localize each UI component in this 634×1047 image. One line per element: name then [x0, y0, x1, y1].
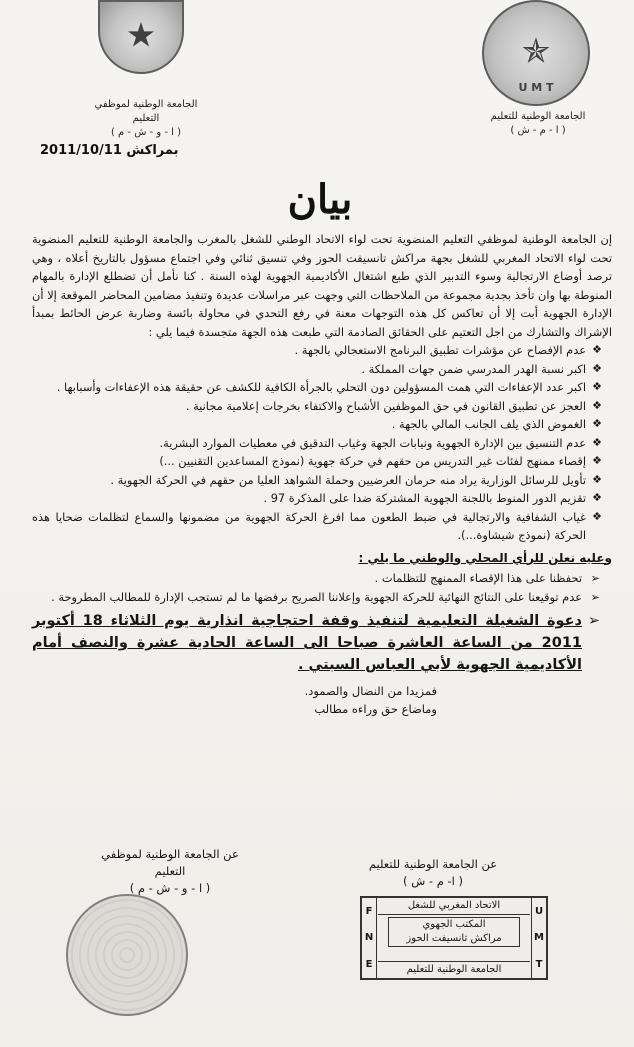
list-item — [32, 588, 600, 607]
arrow-bullet-icon: ➢ — [590, 589, 600, 604]
list-item — [32, 471, 602, 490]
signature-right — [358, 856, 508, 890]
observation-text: الغموض الذي يلف الجانب المالي بالجهة . — [391, 417, 586, 431]
list-item — [32, 452, 602, 471]
list-item — [32, 378, 602, 397]
header-left — [86, 98, 206, 140]
list-item — [32, 341, 602, 360]
header-right-abbr: ( ا - م - ش ) — [510, 125, 566, 136]
observation-text: إقصاء ممنهج لفئات غير التدريس من حقهم في حركة جهوية (نموذج المساعدين التقنيين ...) — [159, 454, 586, 468]
diamond-bullet-icon: ❖ — [592, 417, 602, 430]
stamp-inner-line-2: مراكش تانسيفت الحوز — [406, 933, 502, 944]
signature-right-abbr: ( ا- م - ش ) — [403, 874, 463, 888]
diamond-bullet-icon: ❖ — [592, 435, 602, 449]
diamond-bullet-icon: ❖ — [592, 454, 602, 467]
protest-call-text: دعوة الشغيلة التعليمية لتنفيذ وقفة احتجاجية انذارية يوم الثلاثاء 18 أكتوبر 2011 من الساعة العاشرة صباحا الى الساعة الحادية عشرة والنصف أمام الأكاديمية الجهوية لأبي العباس السبتي . — [32, 613, 582, 673]
observation-text: اكبر عدد الإعفاءات التي همت المسؤولين دون التحلي بالجرأة الكافية للكشف عن حقيقة هذه الإعفاءات وأسبابها . — [56, 380, 586, 394]
closing-line-2: وماضاع حق وراءه مطالب — [314, 702, 437, 716]
list-item — [32, 610, 600, 676]
arrow-bullet-icon: ➢ — [587, 613, 600, 629]
header-left-name: الجامعة الوطنية لموظفي التعليم — [94, 99, 198, 124]
list-item — [32, 489, 602, 508]
stamp-letter: M — [534, 932, 544, 944]
list-item — [32, 508, 602, 545]
stamp-letter: N — [364, 932, 374, 944]
list-item — [32, 360, 602, 379]
umt-logo-text: U M T — [518, 81, 554, 94]
decision-text: تحفظنا على هذا الإقصاء الممنهج للتظلمات . — [374, 571, 582, 585]
arrow-bullet-icon: ➢ — [590, 571, 600, 585]
stamp-letter: T — [535, 959, 543, 971]
observation-text: عدم الإفصاح عن مؤشرات تطبيق البرنامج الاستعجالي بالجهة . — [294, 343, 586, 357]
list-item — [32, 434, 602, 453]
therefore-heading: وعليه نعلن للرأي المحلي والوطني ما يلي : — [358, 550, 612, 565]
stamp-center — [378, 898, 530, 978]
stamp-row-3: الجامعة الوطنية للتعليم — [378, 961, 530, 978]
diamond-bullet-icon: ❖ — [592, 361, 602, 375]
star-emblem-icon: ★ — [125, 15, 157, 56]
document-date: بمراكش 2011/10/11 — [40, 143, 179, 158]
stamp-left-letters — [362, 898, 377, 978]
observation-text: اكبر نسبة الهدر المدرسي ضمن جهات المملكة . — [361, 361, 586, 376]
stamp-row-1: الاتحاد المغربي للشغل — [378, 898, 530, 915]
stamp-inner-line-1: المكتب الجهوي — [422, 919, 486, 930]
closing — [32, 682, 612, 718]
round-seal-stamp — [66, 894, 188, 1016]
observation-text: تأويل للرسائل الوزارية يراد منه حرمان العرضيين وحملة الشواهد العليا من حقهم في الحركة الجهوية . — [110, 472, 586, 487]
signature-left — [90, 846, 250, 897]
signature-left-name: عن الجامعة الوطنية لموظفي التعليم — [101, 847, 239, 878]
list-item — [32, 415, 602, 434]
document-body — [32, 230, 612, 718]
intro-paragraph: إن الجامعة الوطنية لموظفي التعليم المنضوية تحت لواء الاتحاد الوطني للشغل بالمغرب والجامعة الوطنية للتعليم المنضوية تحت لواء الاتحاد المغربي للشغل بجهة مراكش تانسيفت الحوز وفي تنسيق ثنائي وفي اجتماع مسؤول بالتاريخ أعلاه ، وهي ترصد أوضاع الارتجالية وسوء التدبير الذي طبع اشتغال الأكاديمية الجهوية لهذه السنة . كنا نأمل أن تضطلع الإدارة بالمهام المنوطة بها وان تأخذ بجدية مجموعة من الملاحظات التي وجهت عبر مراسلات عديدة وتنفيذ مضامين المحاضر الموقعة إلا أن الإدارة الجهوية أبت إلا أن تعاكس كل هذه التوجهات معنة في رفع التحدي في محاولة بائسة وضاربة عرض الحائط بمبدأ الإشراك والتشارك من اجل التعتيم على الحقائق الصادمة التي طبعت هذه الجهة متجسدة فيما يلي : — [32, 232, 612, 339]
observation-text: عدم التنسيق بين الإدارة الجهوية ونيابات الجهة وغياب التدقيق في معطيات الموارد البشرية. — [159, 435, 586, 450]
list-item — [32, 397, 602, 416]
observation-text: غياب الشفافية والارتجالية في ضبط الطعون مما افرغ الحركة الجهوية من مضمونها والسماع لتظلمات ضحايا هذه الحركة (نموذج شيشاوة...). — [32, 509, 586, 542]
diamond-bullet-icon: ❖ — [592, 491, 602, 504]
stamp-letter: F — [365, 905, 373, 917]
closing-line-1: فمزيدا من النضال والصمود. — [304, 684, 437, 698]
header-right — [478, 110, 598, 138]
diamond-bullet-icon: ❖ — [592, 343, 602, 356]
header-right-name: الجامعة الوطنية للتعليم — [490, 111, 586, 122]
stamp-letter: U — [534, 905, 544, 917]
diamond-bullet-icon: ❖ — [592, 380, 602, 393]
diamond-bullet-icon: ❖ — [592, 398, 602, 412]
union-logo-right — [482, 0, 590, 106]
document-title: بيان — [287, 176, 353, 223]
observation-text: تقزيم الدور المنوط باللجنة الجهوية المشتركة ضدا على المذكرة 97 . — [263, 491, 586, 505]
stamp-inner-box — [388, 917, 520, 947]
decision-text: عدم توقيعنا على النتائج النهائية للحركة الجهوية وإعلاننا الصريح برفضها ما لم تستجب الإدارة للمطالب المطروحة . — [51, 589, 582, 604]
rectangular-stamp — [360, 896, 548, 980]
diamond-bullet-icon: ❖ — [592, 509, 602, 523]
decisions-list — [32, 569, 612, 676]
list-item — [32, 569, 600, 588]
stamp-letter: E — [365, 959, 373, 971]
star-handshake-emblem-icon: ✯ — [521, 31, 551, 72]
diamond-bullet-icon: ❖ — [592, 472, 602, 486]
signature-left-abbr: ( ا - و - ش - م ) — [129, 881, 211, 895]
union-logo-left — [98, 0, 184, 74]
header-left-abbr: ( ا - و - ش - م ) — [110, 127, 182, 138]
observation-text: العجز عن تطبيق القانون في حق الموظفين الأشباح والاكتفاء بخرجات إعلامية مجانية . — [185, 398, 586, 413]
observations-list — [32, 341, 612, 545]
signature-right-name: عن الجامعة الوطنية للتعليم — [368, 857, 498, 871]
stamp-right-letters — [531, 898, 546, 978]
